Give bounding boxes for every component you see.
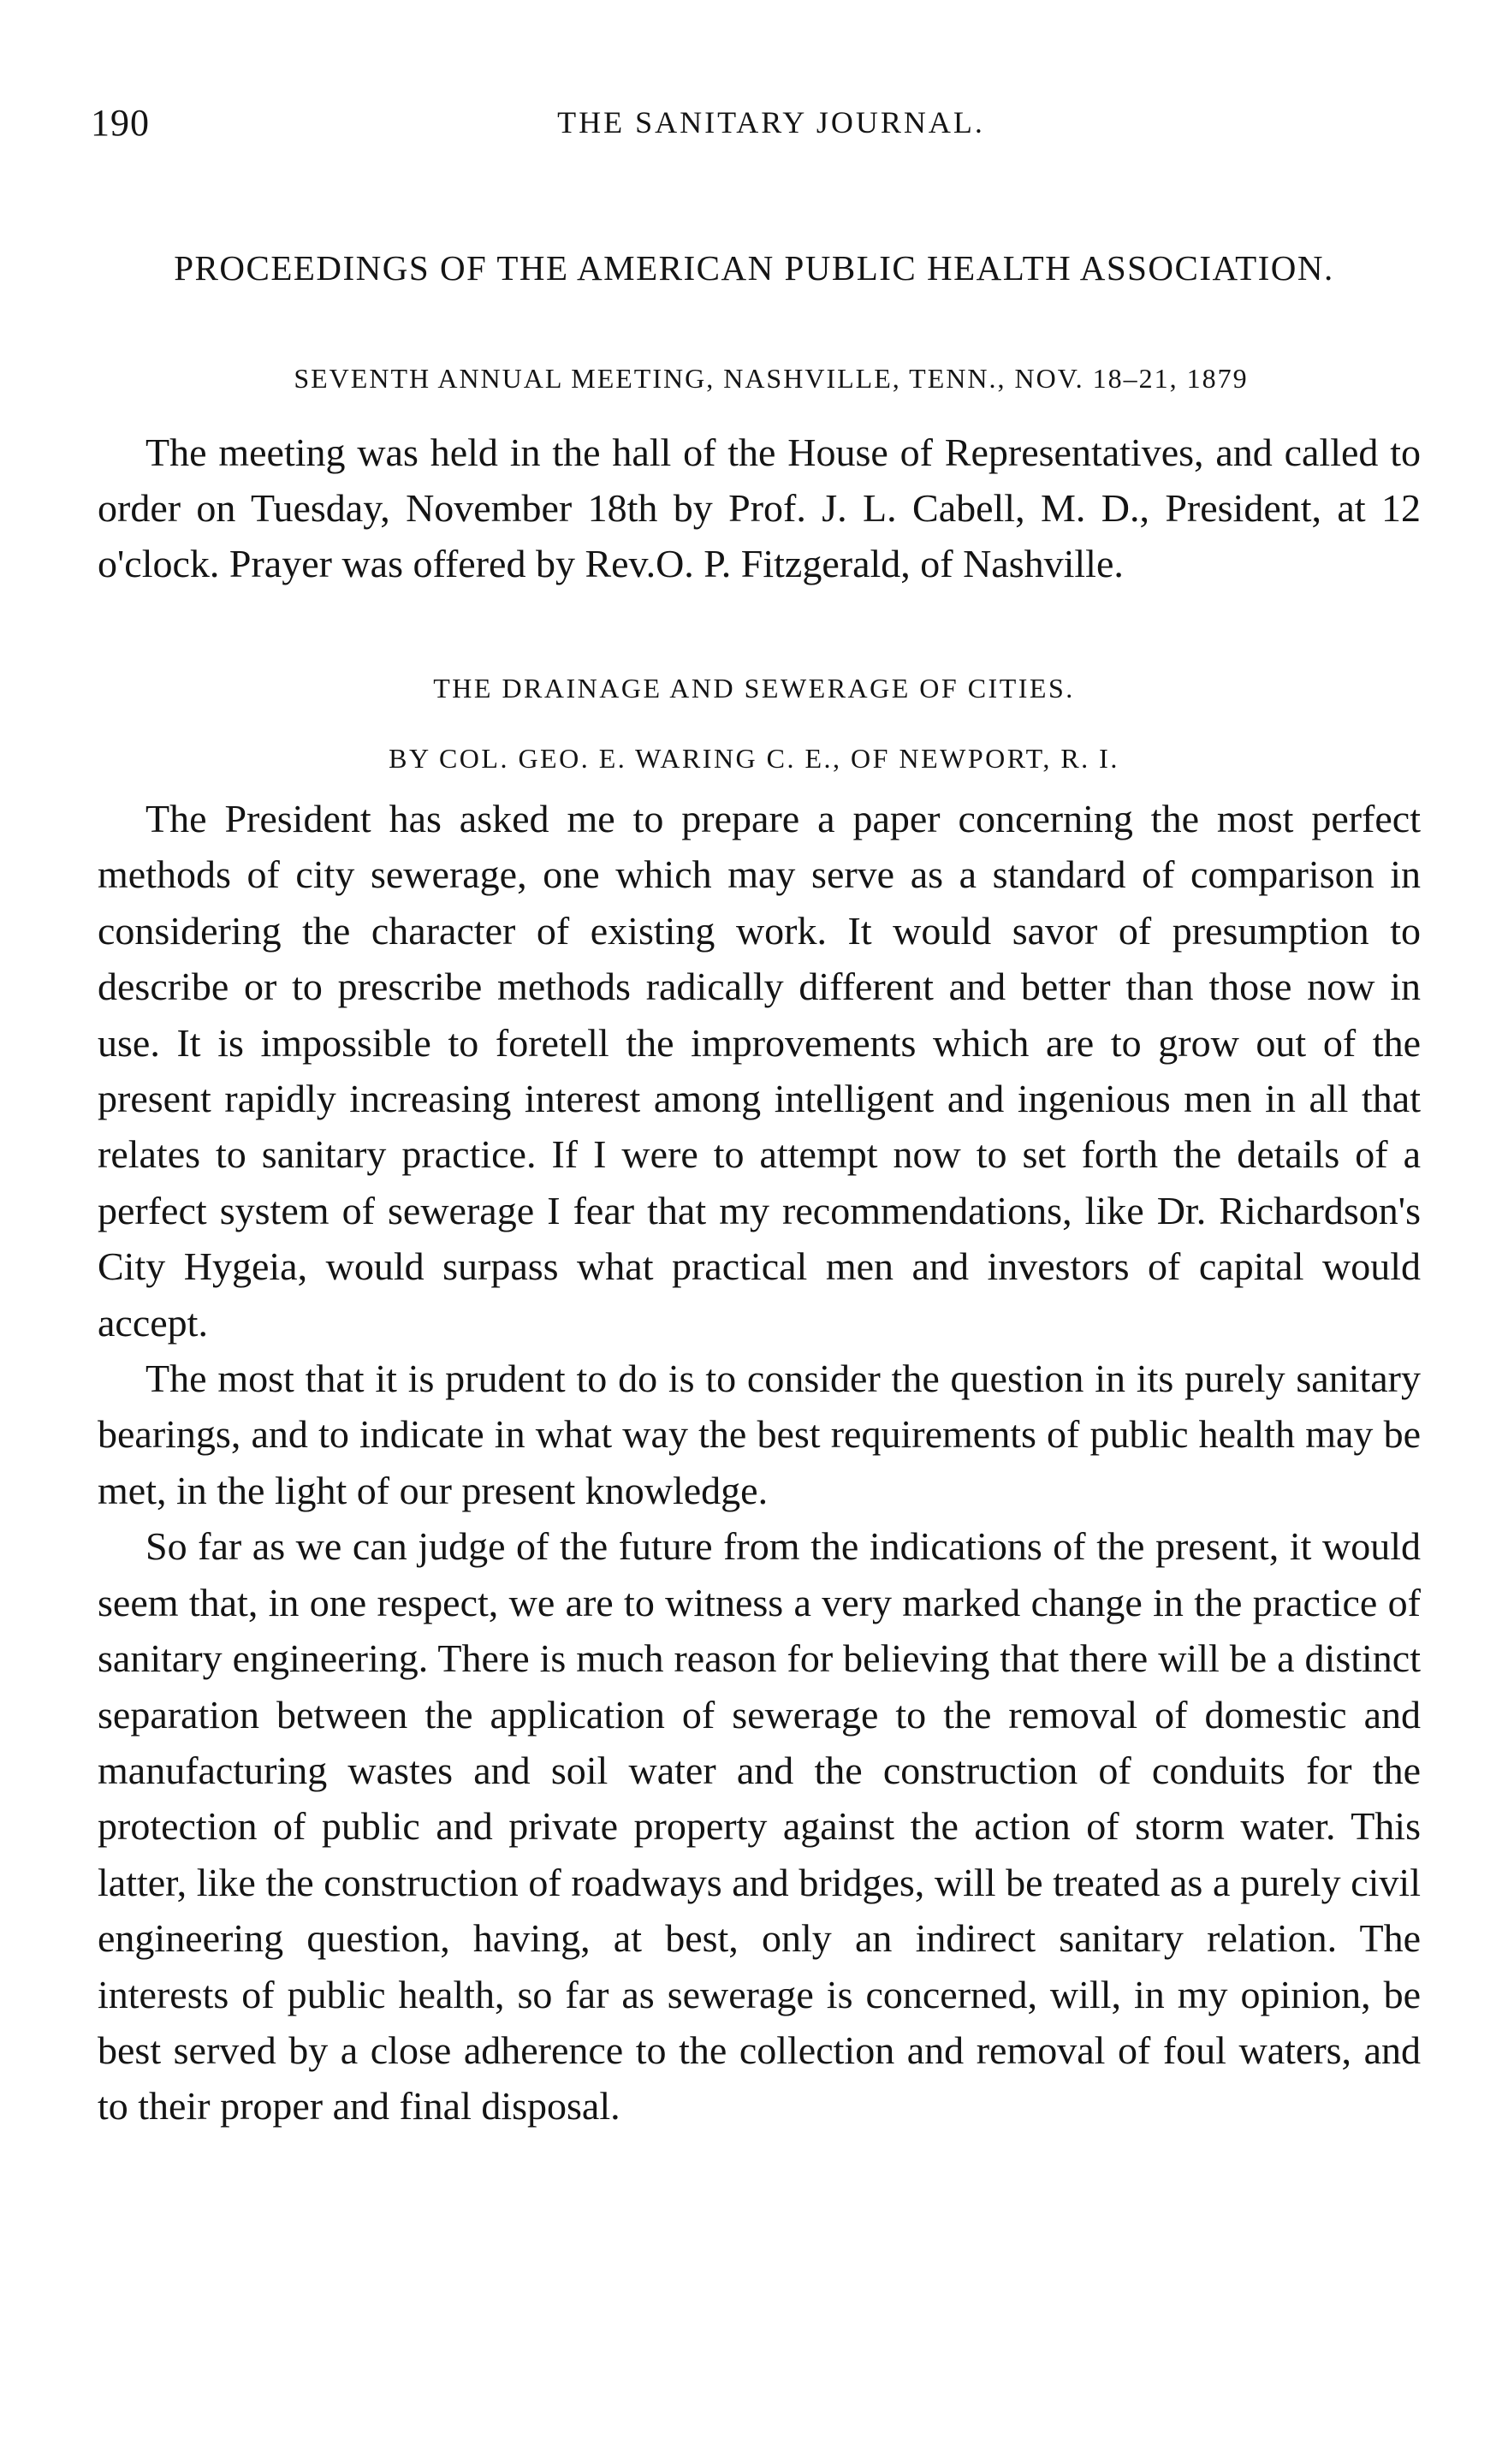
paper-byline: BY COL. GEO. E. WARING C. E., OF NEWPORT, R. I. (389, 743, 1119, 774)
intro-paragraph: The meeting was held in the hall of the House of Representatives, and called to order on Tuesday, November 18th by Prof. J. L. Cabell, M. D., President, at 12 o'clock. Prayer was offered by Rev.O. P. Fitzgerald, of Nashville. (98, 430, 1421, 585)
page-number: 190 (91, 102, 150, 144)
article-title: PROCEEDINGS OF THE AMERICAN PUBLIC HEALTH ASSOCIATION. (174, 248, 1334, 288)
journal-title: THE SANITARY JOURNAL. (557, 105, 985, 140)
running-head (91, 101, 1417, 152)
intro-section (98, 425, 1421, 591)
meeting-subtitle: SEVENTH ANNUAL MEETING, NASHVILLE, TENN., NOV. 18–21, 1879 (294, 363, 1249, 394)
paper-title: THE DRAINAGE AND SEWERAGE OF CITIES. (433, 673, 1075, 704)
paper-body (98, 791, 1421, 2134)
body-paragraph: So far as we can judge of the future from the indications of the present, it would seem that, in one respect, we are to witness a very marked change in the practice of sanitary engineering. There is much reason for believing that there will be a distinct separation between the application of sewerage to the removal of domestic and manufacturing wastes and soil water and the construction of conduits for the protection of public and private property against the action of storm water. This latter, like the construction of roadways and bridges, will be treated as a purely civil engineering question, having, at best, only an indirect sanitary relation. The interests of public health, so far as sewerage is concerned, will, in my opinion, be best served by a close adherence to the collection and removal of foul waters, and to their proper and final disposal. (98, 1524, 1421, 2129)
body-paragraph: The President has asked me to prepare a paper concerning the most perfect methods of city sewerage, one which may serve as a standard of comparison in considering the character of existing work. It would savor of presumption to describe or to prescribe methods radically different and better than those now in use. It is impossible to foretell the improvements which are to grow out of the present rapidly increasing interest among intelligent and ingenious men in all that relates to sanitary practice. If I were to attempt now to set forth the details of a perfect system of sewerage I fear that my recommendations, like Dr. Richardson's City Hygeia, would surpass what practical men and investors of capital would accept. (98, 797, 1421, 1345)
body-paragraph: The most that it is prudent to do is to consider the question in its purely sanitary bearings, and to indicate in what way the best requirements of public health may be met, in the light of our present knowledge. (98, 1357, 1421, 1512)
